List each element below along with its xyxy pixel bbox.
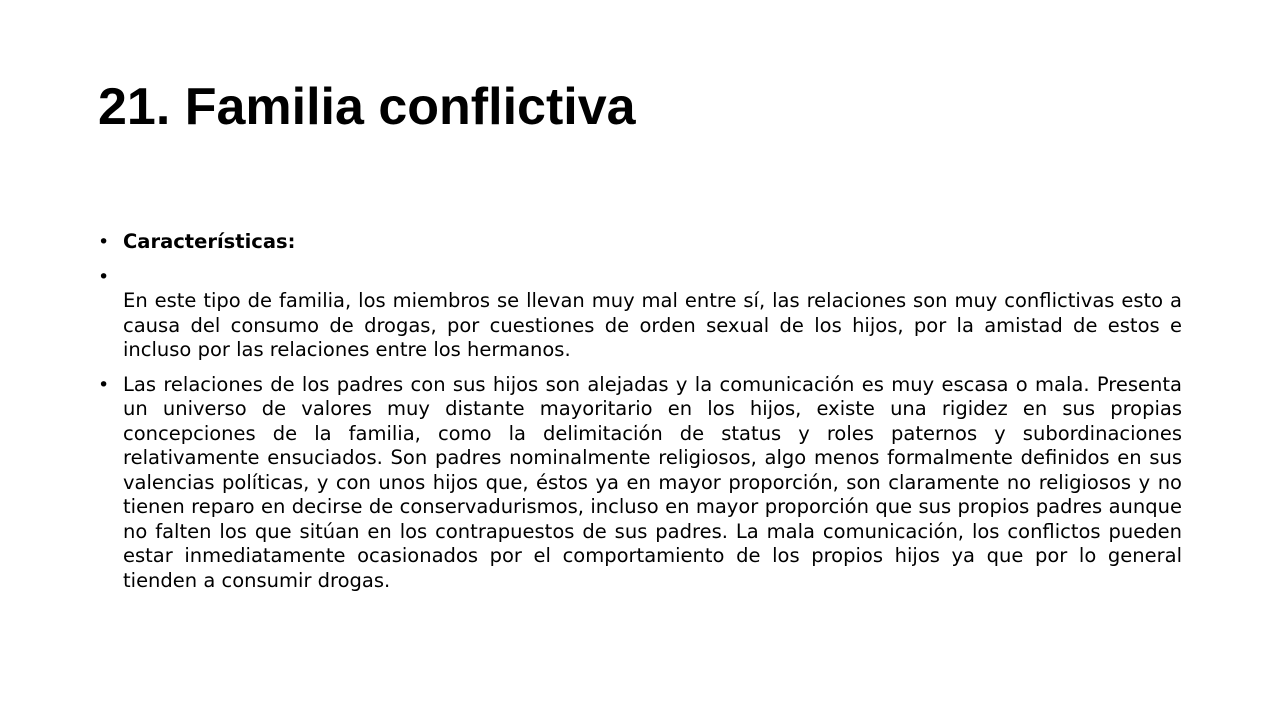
bullet-blank-line	[123, 265, 1182, 290]
bullet-item-descripcion	[98, 265, 1182, 363]
bullet-dot-icon: •	[98, 373, 110, 396]
bullet-text: Características:	[123, 230, 296, 253]
bullet-item-caracteristicas	[98, 230, 1182, 255]
slide-title: 21. Familia conflictiva	[98, 78, 636, 136]
bullet-dot-icon: •	[98, 231, 110, 253]
bullet-text: En este tipo de familia, los miembros se llevan muy mal entre sí, las relaciones son muy conflictivas esto a causa del consumo de drogas, por cuestiones de orden sexual de los hijos, por la amistad de estos e incluso por las relaciones entre los hermanos.	[123, 289, 1182, 361]
bullet-item-relaciones	[98, 373, 1182, 594]
bullet-list	[98, 230, 1182, 603]
bullet-text: Las relaciones de los padres con sus hijos son alejadas y la comunicación es muy escasa o mala. Presenta un universo de valores muy distante mayoritario en los hijos, existe una rigidez en sus propias concepciones de la familia, como la delimitación de status y roles paternos y subordinaciones relativamente ensuciados. Son padres nominalmente religiosos, algo menos formalmente definidos en sus valencias políticas, y con unos hijos que, éstos ya en mayor proporción, son claramente no religiosos y no tienen reparo en decirse de conservadurismos, incluso en mayor proporción que sus propios padres aunque no falten los que sitúan en los contrapuestos de sus padres. La mala comunicación, los conflictos pueden estar inmediatamente ocasionados por el comportamiento de los propios hijos ya que por lo general tienden a consumir drogas.	[123, 372, 1182, 592]
bullet-dot-icon: •	[98, 265, 110, 288]
